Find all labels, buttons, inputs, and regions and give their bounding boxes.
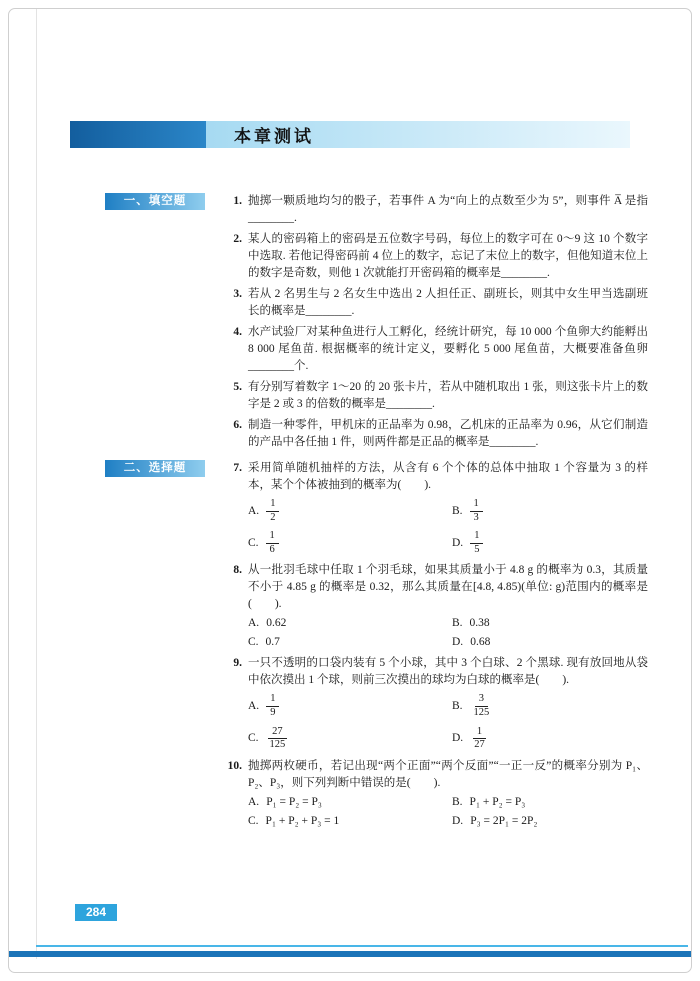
option-text: P₁ + P₂ = P₃ xyxy=(469,795,526,808)
section xyxy=(123,193,648,451)
page-number-badge: 284 xyxy=(75,904,117,921)
fraction-denominator: 125 xyxy=(473,706,490,718)
question-text: 抛掷两枚硬币，若记出现“两个正面”“两个反面”“一正一反”的概率分别为 P₁、P₂、P₃，则下列判断中错误的是( ). xyxy=(248,759,648,789)
option-text: 0.38 xyxy=(469,617,490,630)
questions-content xyxy=(0,193,700,839)
question-body xyxy=(248,286,648,320)
footer-rule-thin xyxy=(36,945,688,947)
question-text: 制造一种零件，甲机床的正品率为 0.98，乙机床的正品率为 0.96，从它们制造的产品中各任抽 1 件，则两件都是正品的概率是________. xyxy=(248,419,648,448)
question-text: 水产试验厂对某种鱼进行人工孵化，经统计研究，每 10 000 个鱼卵大约能孵出 8 000 尾鱼苗. 根据概率的统计定义，要孵化 5 000 尾鱼苗，大概要准备鱼卵________个. xyxy=(248,326,648,372)
question-number: 2. xyxy=(233,233,242,245)
question-body xyxy=(248,193,648,227)
question xyxy=(222,286,648,320)
option-label: C. xyxy=(248,636,259,649)
option-label: D. xyxy=(452,814,464,827)
option-label: B. xyxy=(452,699,463,712)
question-text: 某人的密码箱上的密码是五位数字号码，每位上的数字可在 0～9 这 10 个数字中选取. 若他记得密码前 4 位上的数字，忘记了末位上的数字，但他知道末位上的数字是奇数，则他 1 次就能打开密码箱的概率是________. xyxy=(248,233,648,279)
option-label: C. xyxy=(248,732,259,745)
option-label: C. xyxy=(248,814,259,827)
fraction xyxy=(470,726,489,752)
option-label: A. xyxy=(248,504,260,517)
fraction xyxy=(470,530,483,556)
fraction-denominator: 125 xyxy=(269,739,286,751)
option xyxy=(248,496,444,526)
question-text: 采用简单随机抽样的方法，从含有 6 个个体的总体中抽取 1 个容量为 3 的样本，某个个体被抽到的概率为( ). xyxy=(248,462,648,491)
footer-rule-thick xyxy=(9,951,691,957)
fraction-numerator: 1 xyxy=(470,530,483,544)
option-text: P₃ = 2P₁ = 2P₂ xyxy=(470,814,538,827)
option-text: P₁ + P₂ + P₃ = 1 xyxy=(265,814,340,827)
fraction-denominator: 27 xyxy=(474,739,485,751)
fraction xyxy=(266,693,279,719)
question xyxy=(222,460,648,558)
question xyxy=(222,655,648,753)
option xyxy=(452,691,648,721)
question-number: 5. xyxy=(233,381,242,393)
option xyxy=(452,528,648,558)
question-body xyxy=(248,417,648,451)
option xyxy=(452,794,648,811)
question-body xyxy=(248,758,648,830)
fraction xyxy=(266,498,279,524)
option-label: D. xyxy=(452,636,464,649)
fraction-numerator: 1 xyxy=(266,498,279,512)
question-body xyxy=(248,460,648,558)
question xyxy=(222,193,648,227)
option xyxy=(248,615,444,632)
question-number: 7. xyxy=(233,462,242,474)
question-number: 3. xyxy=(233,288,242,300)
question-number: 8. xyxy=(233,564,242,577)
question xyxy=(222,379,648,413)
question-number: 10. xyxy=(227,759,242,772)
option-label: A. xyxy=(248,795,260,808)
fraction-denominator: 9 xyxy=(270,706,276,718)
fraction xyxy=(266,530,279,556)
options-grid xyxy=(248,794,648,830)
option-label: B. xyxy=(452,795,463,808)
option xyxy=(452,724,648,754)
options-grid xyxy=(248,496,648,558)
chapter-test-header-bar xyxy=(206,121,630,148)
fraction-numerator: 27 xyxy=(268,726,287,740)
option-label: C. xyxy=(248,536,259,549)
option xyxy=(248,794,444,811)
question-body xyxy=(248,324,648,375)
option-label: B. xyxy=(452,617,463,630)
option xyxy=(248,691,444,721)
fraction-numerator: 1 xyxy=(470,498,483,512)
option-text: 0.68 xyxy=(470,636,491,649)
question-text: 从一批羽毛球中任取 1 个羽毛球，如果其质量小于 4.8 g 的概率为 0.3，其质量不小于 4.85 g 的概率是 0.32，那么其质量在[4.8, 4.85)(单位: g)范围内的概率是( ). xyxy=(248,564,648,611)
option-label: A. xyxy=(248,617,260,630)
option xyxy=(248,813,444,830)
question xyxy=(222,758,648,830)
option-text: 0.7 xyxy=(265,636,280,649)
fraction-numerator: 1 xyxy=(473,726,486,740)
header-accent-block xyxy=(70,121,206,148)
option xyxy=(248,724,444,754)
option xyxy=(248,634,444,651)
question-body xyxy=(248,562,648,651)
options-grid xyxy=(248,691,648,753)
option xyxy=(248,528,444,558)
fraction-denominator: 5 xyxy=(474,543,480,555)
fraction xyxy=(470,693,494,719)
option-label: D. xyxy=(452,732,464,745)
question xyxy=(222,417,648,451)
fraction-numerator: 3 xyxy=(475,693,488,707)
question-text: 有分别写着数字 1～20 的 20 张卡片，若从中随机取出 1 张，则这张卡片上的数字是 2 或 3 的倍数的概率是________. xyxy=(248,381,648,410)
option-label: B. xyxy=(452,504,463,517)
option-text: P₁ = P₂ = P₃ xyxy=(266,795,322,808)
fraction xyxy=(266,726,290,752)
option-label: D. xyxy=(452,536,464,549)
fraction-numerator: 1 xyxy=(266,693,279,707)
question-body xyxy=(248,655,648,753)
question-number: 9. xyxy=(233,657,242,670)
question xyxy=(222,324,648,375)
option xyxy=(452,813,648,830)
fraction-denominator: 3 xyxy=(473,511,479,523)
question-body xyxy=(248,379,648,413)
question xyxy=(222,231,648,282)
question-number: 4. xyxy=(233,326,242,338)
fraction-denominator: 6 xyxy=(269,543,275,555)
option xyxy=(452,615,648,632)
question-number: 6. xyxy=(233,419,242,431)
options-grid xyxy=(248,615,648,651)
fraction xyxy=(470,498,483,524)
question-text: 一只不透明的口袋内装有 5 个小球，其中 3 个白球、2 个黑球. 现有放回地从袋中依次摸出 1 个球，则前三次摸出的球均为白球的概率是( ). xyxy=(248,657,648,687)
page-title: 本章测试 xyxy=(234,127,314,146)
fraction-denominator: 2 xyxy=(270,511,276,523)
question-text: 抛掷一颗质地均匀的骰子，若事件 A 为“向上的点数至少为 5”，则事件 A̅ 是指________. xyxy=(248,195,648,224)
section-badge: 二、选择题 xyxy=(105,460,205,477)
question xyxy=(222,562,648,651)
option xyxy=(452,634,648,651)
question-body xyxy=(248,231,648,282)
option-text: 0.62 xyxy=(266,617,287,630)
option xyxy=(452,496,648,526)
section xyxy=(123,460,648,830)
question-text: 若从 2 名男生与 2 名女生中选出 2 人担任正、副班长，则其中女生甲当选副班长的概率是________. xyxy=(248,288,648,317)
fraction-numerator: 1 xyxy=(266,530,279,544)
question-number: 1. xyxy=(233,195,242,207)
section-badge: 一、填空题 xyxy=(105,193,205,210)
option-label: A. xyxy=(248,699,260,712)
